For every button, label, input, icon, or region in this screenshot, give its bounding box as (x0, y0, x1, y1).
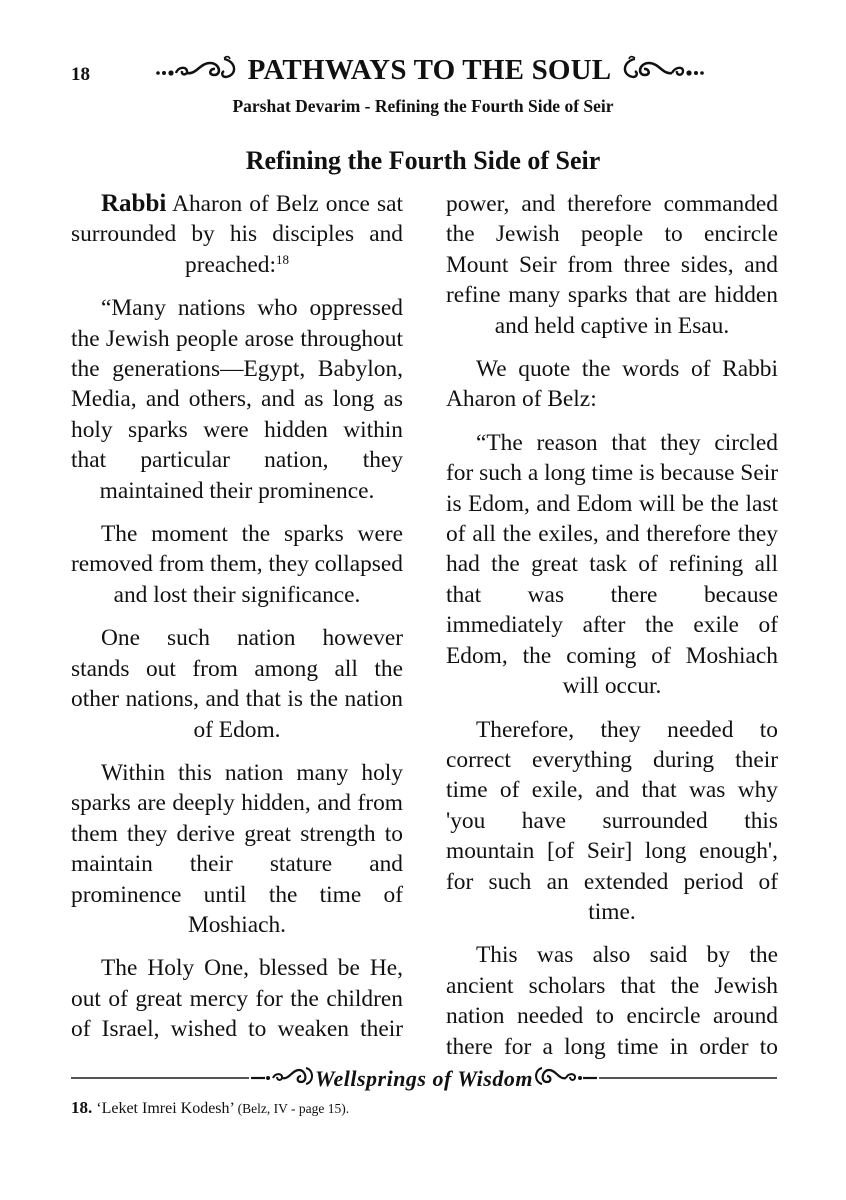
footnote-number: 18. (71, 1098, 93, 1117)
book-title-banner (132, 52, 732, 88)
right-column (446, 189, 778, 1075)
book-title: PATHWAYS TO THE SOUL (247, 54, 612, 86)
right-flourish-ornament-icon (615, 53, 710, 88)
paragraph: “Many nations who oppressed the Jewish people arose throughout the generations—Egypt, Babylon, Media, and others, and as long as holy sparks were hidden within that particular nation, they maintained their prominence. (71, 295, 403, 504)
page-number: 18 (71, 64, 90, 85)
left-flourish-ornament-icon (251, 1064, 313, 1093)
footnote-source: ‘Leket Imrei Kodesh’ (96, 1100, 234, 1117)
paragraph: Within this nation many holy sparks are deeply hidden, and from them they derive great strength to maintain their stature and prominence until the time of Moshiach. (71, 759, 403, 938)
left-flourish-ornament-icon (154, 53, 244, 88)
chapter-subtitle: Parshat Devarim - Refining the Fourth Side of Seir (232, 96, 614, 116)
paragraph-text: Aharon of Belz once sat surrounded by his disciples and preached: (71, 191, 403, 278)
divider-label: Wellsprings of Wisdom (315, 1065, 533, 1091)
right-flourish-ornament-icon (535, 1064, 597, 1093)
paragraph: This was also said by the ancient scholars that the Jewish nation needed to encircle around there for a long time in order to (446, 942, 778, 1060)
paragraph: Therefore, they needed to correct everything during their time of exile, and that was why 'you have surrounded this mountain [of Seir] long enough', for such an extended period of time. (446, 716, 778, 925)
paragraph: We quote the words of Rabbi Aharon of Belz: (446, 356, 778, 413)
footnote-detail: (Belz, IV - page 15). (237, 1101, 350, 1116)
paragraph: The moment the sparks were removed from them, they collapsed and lost their significance. (71, 521, 403, 608)
footer-divider (71, 1064, 777, 1094)
paragraph (71, 189, 403, 280)
paragraph: power, and therefore commanded the Jewish people to encircle Mount Seir from three sides, and refine many sparks that are hidden and held captive in Esau. (446, 191, 778, 339)
running-head (0, 52, 846, 92)
footnote (71, 1098, 349, 1118)
paragraph: One such nation however stands out from among all the other nations, and that is the nation of Edom. (71, 625, 403, 743)
divider-banner (249, 1064, 599, 1093)
lead-word: Rabbi (101, 190, 167, 217)
footnote-reference[interactable]: 18 (275, 251, 289, 267)
left-column (71, 189, 403, 1058)
paragraph: The Holy One, blessed be He, out of great mercy for the children of Israel, wished to weaken their (71, 955, 403, 1043)
paragraph: “The reason that they circled for such a long time is because Seir is Edom, and Edom will be the last of all the exiles, and therefore they had the great task of refining all that was there because immediately after the exile of Edom, the coming of Moshiach will occur. (446, 429, 778, 700)
article-title: Refining the Fourth Side of Seir (245, 146, 601, 175)
